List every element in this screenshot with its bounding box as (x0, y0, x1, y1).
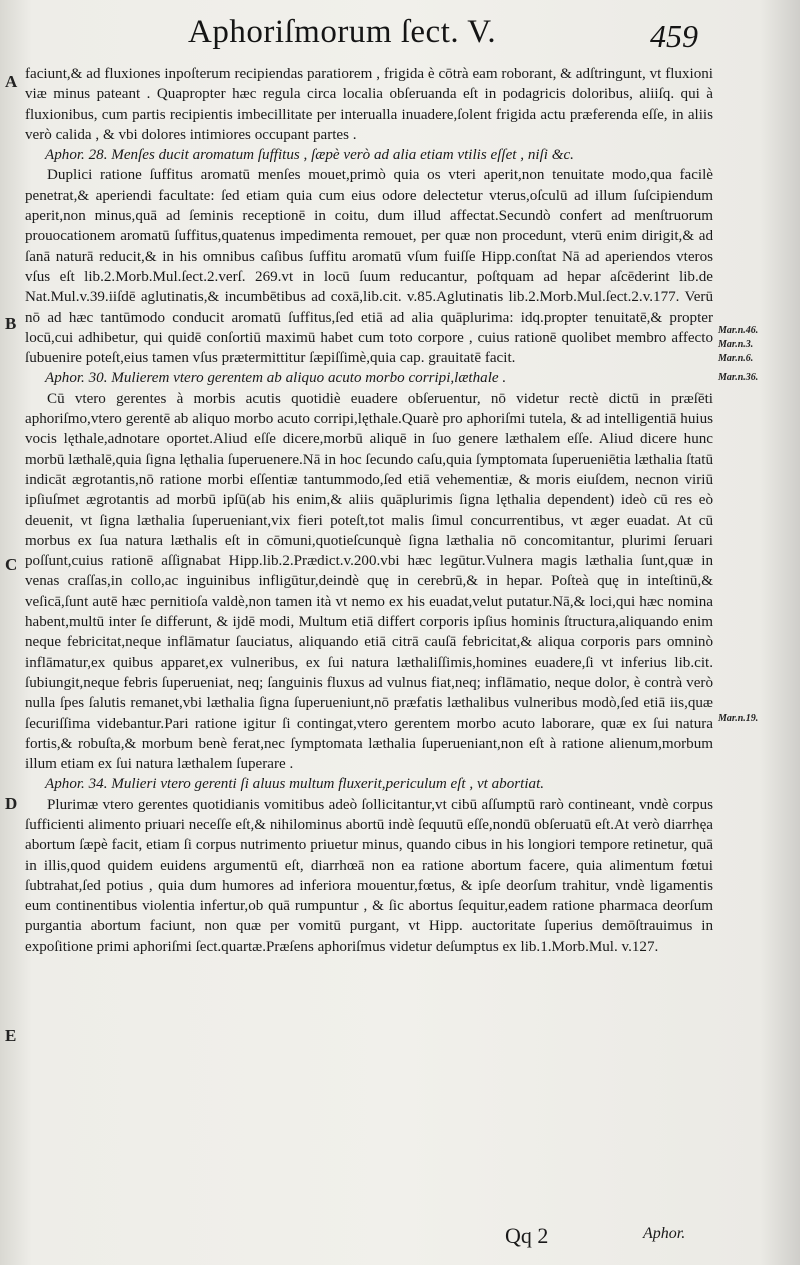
signature-mark: Qq 2 (505, 1223, 549, 1248)
margin-marker-c: C (5, 555, 18, 574)
margin-note: Mar.n.19. (718, 713, 759, 724)
text-body (25, 64, 713, 957)
running-head: Aphoriſmorum ſect. V. (188, 14, 497, 50)
page-header (0, 8, 800, 58)
aphorism-text: Menſes ducit aromatum ſuffitus , ſæpè verò ad alia etiam vtilis eſſet , niſi &c. (111, 147, 574, 164)
catchword: Aphor. (643, 1225, 686, 1242)
aphorism-heading (25, 368, 713, 388)
aphorism-text: Mulieri vtero gerenti ſi aluus multum fluxerit,periculum eſt , vt abortiat. (111, 776, 545, 793)
aphorism-label: Aphor. 34. (45, 776, 108, 793)
margin-note: Mar.n.6. (718, 353, 754, 364)
paragraph: Duplici ratione ſuffitus aromatū menſes mouet,primò quia os vteri aperit,non tenuitate modo,qua facilè penetrat,& aperiendi facultate: ſed etiam quia cum eius odore delectetur vterus,oſculū ad illum ſuſcipiendum aperit,non minus,quā ad ſeminis receptionē in coitu, dum illud affectat.Secundò confert ad menſtruorum prouocationem aromatū ſuffitus,quatenus impedimenta remouet, per quæ non procedunt, vterū enim dirigit,& ad ſanā naturā reducit,& in his omnibus caſibus ſuffitu aromatū vſum fuiſſe Hipp.conſtat Nā ad aperiendos vteros vſus eſt lib.2.Morb.Mul.ſect.2.verſ. 269.vt in locū ſuum reducantur, poſtquam ad hepar aſcēderint lib.de Nat.Mul.v.39.iiſdē aglutinatis,& incumbētibus ad coxā,lib.cit. v.85.Aglutinatis lib.2.Morb.Mul.ſect.2.v.177. Verū nō ad hæc tantūmodo conducit aromatū ſuffitus,ſed etiā ad alia quāplurima: idq.propter tenuitatē,& propter locū,cui adhibetur, qui quidē conſortiū maximū habet cum toto corpore , cuius rationē quolibet membro affecto ſubuenire poteſt,eius tamen vſus prætermittitur ſæpiſſimè,quia cap. grauitatē facit. (25, 167, 713, 367)
paragraph: Plurimæ vtero gerentes quotidianis vomitibus adeò ſollicitantur,vt cibū aſſumptū rarò contineant, vndè corpus ſufficienti alimento priuari neceſſe eſt,& nihilominus abortū indè ſequutū eſſe,nondū obſeruatū eſt.At verò diarrhęa abortum ſæpè facit, etiam ſi corpus nutrimento priuetur minus, quando cibus in his longiori tempore retinetur, quā in illis,quod quidem euidens argumentū eſt, diarrhœā non ea ratione abortum facere, quia alimentum fœtui ſubtrahat,ſed potius , quia dum humores ad inferiora mouentur,fœtus, & ipſe deorſum trahitur, vndè ligamentis eum continentibus violentia infertur,ob quā rumpuntur , & ſic abortus ſequitur,eadem ratione pharmaca deorſum purgantia abortum faciunt, non quæ per vomitū purgant, vt Hipp. auctoritate ſuperius demōſtrauimus in expoſitione primi aphoriſmi ſect.quartæ.Præſens aphoriſmus videtur deſumptus ex lib.1.Morb.Mul. v.127. (25, 796, 713, 955)
margin-marker-a: A (5, 72, 18, 91)
paragraph: faciunt,& ad fluxiones inpoſterum recipiendas paratiorem , frigida è cōtrà eam roborant, & adſtringunt, vt fluxioni viæ minus pateant . Quapropter hæc regula circa localia obſeruanda eſt in podagricis doloribus, aliiſq. qui à fluxionibus, cum partis recipientis imbecillitate per interualla inuadere,ſolent frigida actu præferenda eſſe, in aliis verò calida , & vbi dolores intimiores occupant partes . (25, 66, 713, 143)
margin-note: Mar.n.3. (718, 339, 754, 350)
page-footer (0, 1223, 800, 1253)
aphorism-heading (25, 145, 713, 165)
margin-marker-e: E (5, 1026, 17, 1045)
margin-marker-d: D (5, 794, 18, 813)
margin-marker-b: B (5, 314, 17, 333)
margin-note: Mar.n.46. (718, 325, 759, 336)
aphorism-label: Aphor. 30. (45, 370, 108, 387)
aphorism-heading (25, 774, 713, 794)
aphorism-label: Aphor. 28. (45, 147, 108, 164)
aphorism-text: Mulierem vtero gerentem ab aliquo acuto morbo corripi,læthale . (111, 370, 507, 387)
paragraph: Cū vtero gerentes à morbis acutis quotidiè euadere obſeruentur, nō videtur rectè dictū in præſēti aphoriſmo,vtero gerentē ab aliquo morbo acuto corripi,lęthale.Quarè pro aphoriſmi tutela, & ad intelligentiā huius vocis lęthale,adnotare oportet.Aliud eſſe dicere,morbū aliquē in ſuo genere læthalem eſſe. Aliud dicere hunc morbū læthalē,quia ſigna lęthalia ſuperuenere.Nā in hoc ſecundo caſu,quia ſymptomata ſuperueniētia læthalia ſtatū indicāt ægrotantis,nō ratione morbi eſſentiæ tantummodo,ſed etiā vehementiæ, & moris eiuſdem, necnon viriū ipſiuſmet ægrotantis ad morbū ipſū(ab his enim,& aliis quāplurimis ſigna lęthalia dependent) ideò cū res eò deuenit, vt ſigna læthalia ſuperueniant,vix fieri poteſt,tot malis ſimul concurrentibus, vt æger euadat. At cū morbus ex ſua natura læthalis eſt in cōmuni,quotieſcunquè ſigna læthalia nō concomitantur, plurimi ſeruari poſſunt,cuius rationē aſſignabat Hipp.lib.2.Prædict.v.200.vbi hæc legūtur.Vulnera magis læthalia ſunt,quæ in venas craſſas,in collo,ac inguinibus infligūtur,deindè quę in cerebrū,& in hepar. Poſteà quę in inteſtinū,& veſicā,ſunt autē hæc pernitioſa valdè,non tamen ità vt nemo ex his euadat,velut putatur.Nā,& loci,qui hæc nomina habent,multū inter ſe differunt, & ijdē modi, Multum etiā differt corporis ipſius hominis ſtructura,aliquando enim neque febricitat,neque inflāmatur ſauciatus, aliquando etiā citrā cauſā febricitat,& aliqua corporis pars omninò inflāmatur,ex quibus apparet,ex vulneribus, ex ſui natura læthaliſſimis,homines euadere,ſi vt inferius lib.cit. ſubiungit,neque febris ſuperueniat, neq; ſanguinis fluxus ad vulnus fiat,neq; inflāmatio, neque dolor, è contrà verò nulla ſpes ſalutis remanet,vbi læthalia ſigna ſuperueniunt,nō præfatis læthalibus vulneribus modò,ſed etiā iis,quæ ſecuriſſima videbantur.Pari ratione igitur ſi contingat,vtero gerentem morbo acuto laborare, quæ ex ſui natura fortis,& robuſta,& morbum benè ferat,nec ſymptomata læthalia ſuperueniant,non eſt à ratione alienum,morbum illum etiam ex ſui natura læthalem ſuperare . (25, 390, 713, 773)
page-number: 459 (650, 18, 698, 54)
margin-note: Mar.n.36. (718, 372, 759, 383)
